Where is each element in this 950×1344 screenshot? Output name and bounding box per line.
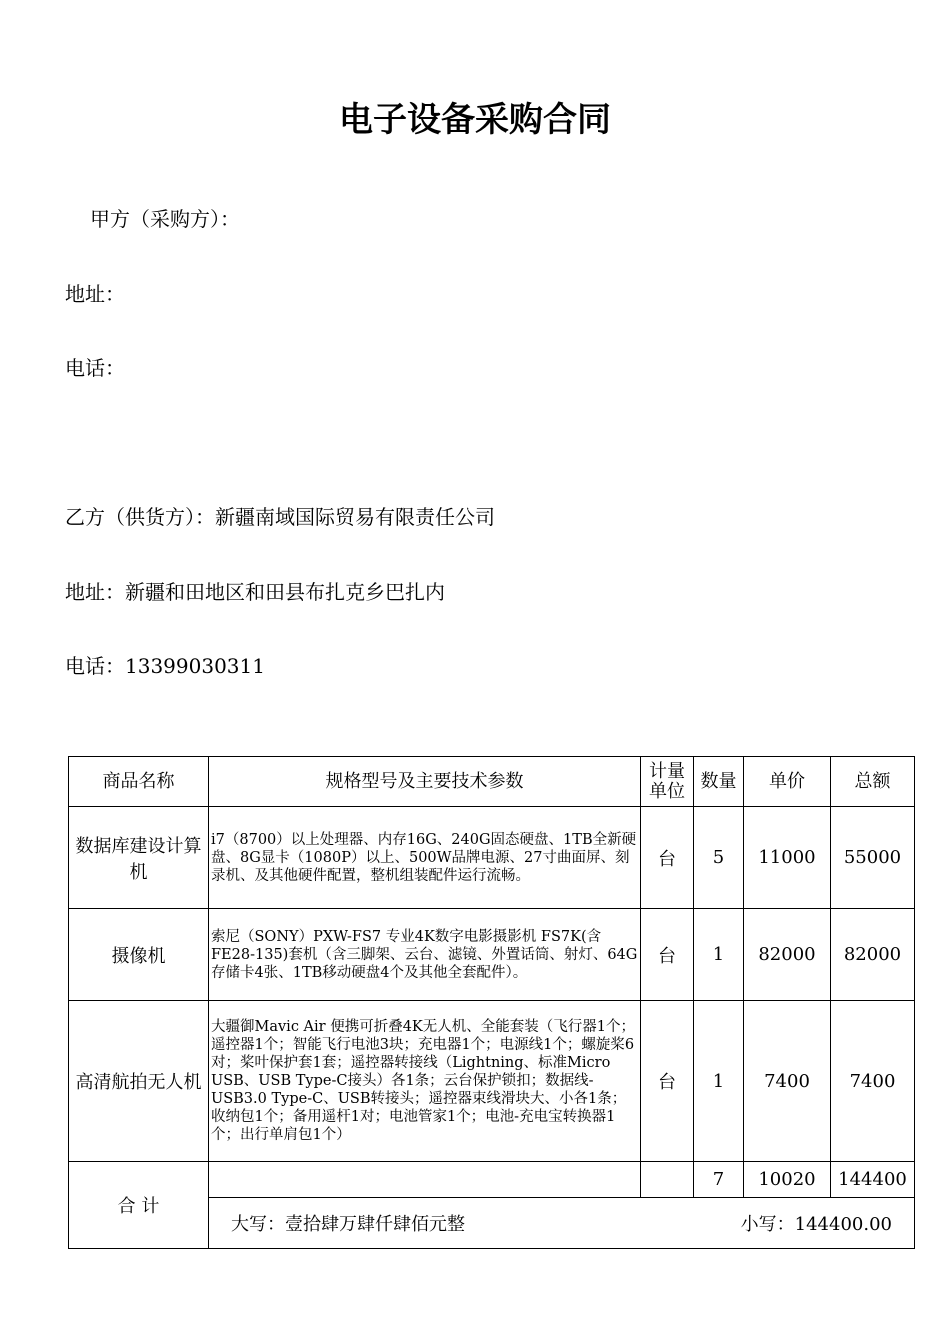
item-unit: 台 <box>641 1001 694 1162</box>
item-name: 数据库建设计算机 <box>69 807 209 909</box>
summary-unit-empty <box>641 1162 694 1198</box>
party-b-phone: 电话：13399030311 <box>65 654 265 678</box>
item-unit: 台 <box>641 807 694 909</box>
item-qty: 1 <box>694 909 744 1001</box>
summary-total: 144400 <box>831 1162 915 1198</box>
party-a-phone: 电话： <box>65 356 125 380</box>
header-spec: 规格型号及主要技术参数 <box>209 757 641 807</box>
summary-row <box>69 1162 915 1198</box>
summary-spec-empty <box>209 1162 641 1198</box>
header-name: 商品名称 <box>69 757 209 807</box>
header-price: 单价 <box>744 757 831 807</box>
item-unit: 台 <box>641 909 694 1001</box>
party-b-label: 乙方（供货方）：新疆南域国际贸易有限责任公司 <box>65 505 495 529</box>
item-total: 55000 <box>831 807 915 909</box>
goods-table <box>68 756 915 1249</box>
table-row <box>69 1001 915 1162</box>
item-qty: 1 <box>694 1001 744 1162</box>
item-price: 82000 <box>744 909 831 1001</box>
item-spec: 大疆御Mavic Air 便携可折叠4K无人机、全能套装（飞行器1个；遥控器1个；智能飞行电池3块；充电器1个；电源线1个；螺旋桨6对；桨叶保护套1套；遥控器转接线（Lightning、标准Micro USB、USB Type-C接头）各1条；云台保护锁扣；数据线-USB3.0 Type-C、USB转接头；遥控器束线滑块大、小各1条；收纳包1个；备用遥杆1对；电池管家1个；电池-充电宝转换器1个；出行单肩包1个） <box>209 1001 641 1162</box>
amount-cell <box>209 1198 915 1249</box>
item-name: 摄像机 <box>69 909 209 1001</box>
item-total: 7400 <box>831 1001 915 1162</box>
item-price: 7400 <box>744 1001 831 1162</box>
summary-qty: 7 <box>694 1162 744 1198</box>
party-b-address: 地址：新疆和田地区和田县布扎克乡巴扎内 <box>65 580 445 604</box>
summary-label: 合 计 <box>69 1162 209 1249</box>
item-qty: 5 <box>694 807 744 909</box>
item-name: 高清航拍无人机 <box>69 1001 209 1162</box>
header-qty: 数量 <box>694 757 744 807</box>
amount-upper: 大写：壹拾肆万肆仟肆佰元整 <box>231 1214 465 1235</box>
table-header-row <box>69 757 915 807</box>
page-title: 电子设备采购合同 <box>339 100 611 140</box>
item-spec: 索尼（SONY）PXW-FS7 专业4K数字电影摄影机 FS7K(含FE28-135)套机（含三脚架、云台、滤镜、外置话筒、射灯、64G存储卡4张、1TB移动硬盘4个及其他全套配件）。 <box>209 909 641 1001</box>
table-row <box>69 909 915 1001</box>
header-total: 总额 <box>831 757 915 807</box>
header-unit: 计量单位 <box>641 757 694 807</box>
summary-price: 10020 <box>744 1162 831 1198</box>
item-spec: i7（8700）以上处理器、内存16G、240G固态硬盘、1TB全新硬盘、8G显卡（1080P）以上、500W品牌电源、27寸曲面屏、刻录机、及其他硬件配置，整机组装配件运行流畅。 <box>209 807 641 909</box>
party-a-label: 甲方（采购方）： <box>90 207 240 231</box>
table-row <box>69 807 915 909</box>
item-total: 82000 <box>831 909 915 1001</box>
amount-lower: 小写：144400.00 <box>740 1214 892 1235</box>
item-price: 11000 <box>744 807 831 909</box>
party-a-address: 地址： <box>65 282 125 306</box>
